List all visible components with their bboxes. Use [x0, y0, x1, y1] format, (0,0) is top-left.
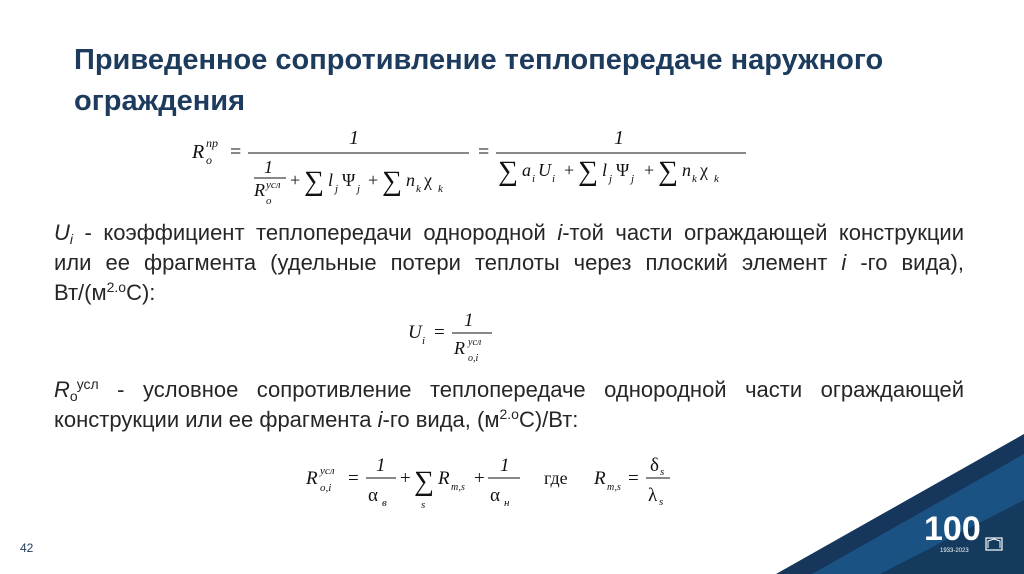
f1-R: R [192, 141, 205, 163]
f3-sum-s: s [421, 499, 426, 511]
f1-plus1: + [290, 170, 301, 190]
f1-den-R-sub: о [266, 195, 272, 207]
f1-psi2: Ψ [616, 160, 630, 180]
f1-j2: j [357, 183, 361, 195]
f1-plus3: + [564, 160, 575, 180]
f1-n2: n [682, 160, 691, 180]
f1-k3: k [692, 173, 697, 185]
f1-sum2: ∑ [382, 166, 402, 197]
f1-sum1: ∑ [304, 166, 324, 197]
f1-sum4: ∑ [578, 156, 598, 187]
f1-eq1: = [230, 141, 242, 163]
f2-i: i [422, 335, 426, 347]
f2-R-sup: усл [468, 337, 482, 348]
para1-i-b: i [841, 250, 847, 275]
f3-alpha-out-sub: н [504, 497, 510, 509]
para2-text3: С)/Вт: [518, 407, 579, 432]
f1-R-sub: о [206, 153, 212, 167]
logo-years: 1933-2023 [940, 548, 969, 554]
f1-chi2: χ [700, 160, 708, 180]
f1-eq2: = [478, 141, 490, 163]
f1-psi: Ψ [342, 170, 356, 190]
f1-num-one: 1 [349, 127, 359, 149]
f1-k4: k [714, 173, 719, 185]
f1-a: a [522, 160, 531, 180]
para2-sup: 2.о [499, 406, 519, 422]
f1-n: n [406, 170, 415, 190]
f3-eq2: = [628, 468, 639, 489]
anniversary-logo [924, 508, 1016, 561]
para2-i-a: i [377, 407, 383, 432]
f1-j4: j [631, 173, 635, 185]
f2-one: 1 [464, 310, 474, 331]
var-u-sub: i [69, 231, 74, 247]
f3-Rts2: R [594, 468, 606, 489]
f2-eq: = [434, 322, 445, 343]
f1-l: l [328, 170, 334, 190]
f3-R-sup: усл [320, 465, 335, 477]
f3-delta: δ [650, 455, 659, 476]
f1-j: j [335, 183, 339, 195]
f3-alpha-in-sub: в [382, 497, 387, 509]
para1-text4: С): [126, 280, 156, 305]
para1-text2: -той части ограждающей конструкции или ее фрагмента (удельные потери теплоты через плоский элемент [54, 220, 964, 275]
f1-den-R-sup: усл [266, 179, 281, 191]
f3-R-sub: o,i [320, 482, 332, 494]
para1-text1: - коэффициент теплопередачи однородной [73, 220, 558, 245]
f3-sum: ∑ [414, 466, 434, 497]
f1-num-one2: 1 [614, 127, 624, 149]
f3-lambda: λ [648, 485, 658, 506]
f1-den-R: R [254, 180, 265, 200]
f3-lambda-sub: s [659, 496, 664, 508]
f1-den-one: 1 [264, 157, 273, 177]
f3-alpha-in: α [368, 485, 378, 506]
f1-k: k [416, 183, 421, 195]
f1-R-sup: пр [206, 136, 218, 150]
f3-one1: 1 [376, 455, 386, 476]
f3-plus2: + [474, 468, 485, 489]
f2-R-sub: o,i [468, 353, 479, 364]
f1-j3: j [609, 173, 613, 185]
f3-R: R [306, 468, 318, 489]
f1-plus2: + [368, 170, 379, 190]
f3-eq1: = [348, 468, 359, 489]
f1-k2: k [438, 183, 443, 195]
f2-R: R [454, 338, 465, 358]
para2-text2: -го вида, (м [382, 407, 500, 432]
var-r: R [54, 377, 70, 402]
f3-one2: 1 [500, 455, 510, 476]
f1-i: i [532, 173, 536, 185]
f3-alpha-out: α [490, 485, 500, 506]
f1-U: U [538, 160, 551, 180]
para1-text3: -го вида), Вт/(м [54, 250, 964, 305]
logo-number: 100 [924, 510, 981, 548]
para2-text1: - условное сопротивление теплопередаче однородной части ограждающей конструкции или ее фрагмента [54, 377, 964, 432]
f3-plus1: + [400, 468, 411, 489]
f1-i2: i [552, 173, 556, 185]
f3-delta-sub: s [660, 466, 665, 478]
f2-U: U [408, 322, 422, 343]
f1-sum5: ∑ [658, 156, 678, 187]
para1-i-a: i [557, 220, 563, 245]
f1-chi: χ [424, 170, 432, 190]
f3-Rts: R [438, 468, 450, 489]
page-number: 42 [20, 541, 34, 555]
var-u: U [54, 220, 70, 245]
para1-sup: 2.о [106, 279, 127, 295]
f3-Rts2-sub: т,s [607, 482, 621, 493]
var-r-sub: о [69, 388, 78, 404]
var-r-sup: усл [76, 376, 99, 392]
f1-plus4: + [644, 160, 655, 180]
slide-title: Приведенное сопротивление теплопередаче наружного ограждения [74, 44, 884, 117]
f3-where: где [544, 468, 568, 488]
f1-sum3: ∑ [498, 156, 518, 187]
f1-l2: l [602, 160, 608, 180]
f3-Rts-sub: т,s [451, 482, 465, 493]
